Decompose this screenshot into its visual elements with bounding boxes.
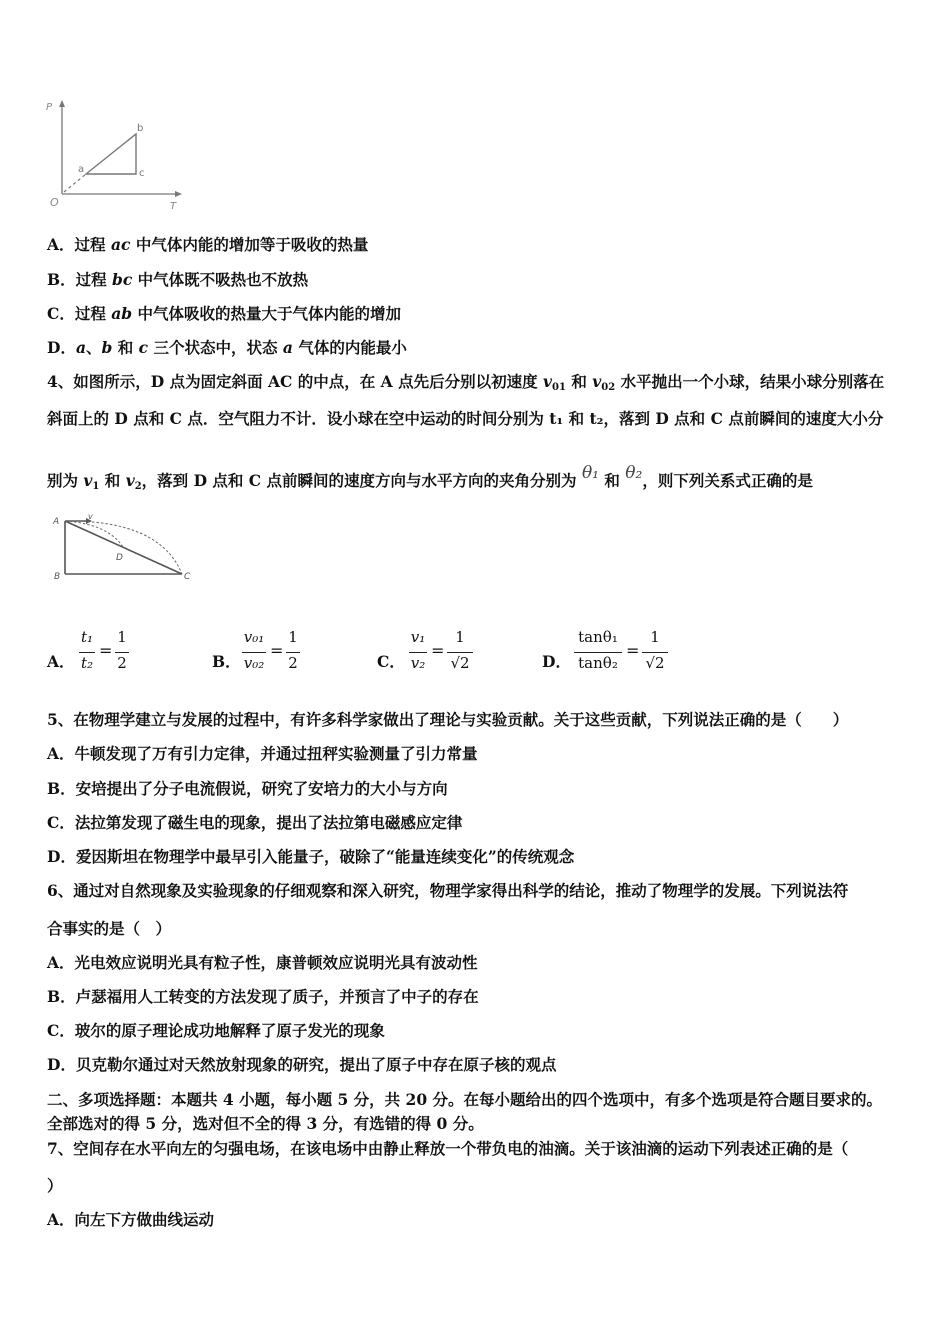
label-v: v (88, 512, 93, 521)
q4-option-b: B． v₀₁ v₀₂ = 1 2 (212, 628, 352, 678)
incline-diagram (50, 512, 200, 584)
q5-stem: 5、在物理学建立与发展的过程中，有许多科学家做出了理论与实验贡献。关于这些贡献，下列说法正确的是（ ） (47, 710, 849, 729)
q6-stem-line2: 合事实的是（ ） (47, 919, 172, 938)
q6-stem-line1: 6、通过对自然现象及实验现象的仔细观察和深入研究，物理学家得出科学的结论，推动了物理学的发展。下列说法符 (47, 881, 849, 900)
q5-option-d: D．爱因斯坦在物理学中最早引入能量子，破除了“能量连续变化”的传统观念 (47, 847, 575, 866)
section2-heading-line2: 全部选对的得 5 分，选对但不全的得 3 分，有选错的得 0 分。 (47, 1114, 484, 1133)
q4-stem-line2: 斜面上的 D 点和 C 点．空气阻力不计．设小球在空中运动的时间分别为 t₁ 和 t₂，落到 D 点和 C 点前瞬间的速度大小分 (47, 409, 884, 428)
label-d: D (116, 553, 123, 563)
q7-stem-line1: 7、空间存在水平向左的匀强电场，在该电场中由静止释放一个带负电的油滴。关于该油滴的运动下列表述正确的是（ (47, 1139, 849, 1158)
q4-option-c: C． v₁ v₂ = 1 √2 (377, 628, 517, 678)
point-b-label: b (137, 123, 144, 134)
q3-option-a: A．过程 ac 中气体内能的增加等于吸收的热量 (47, 235, 369, 254)
q4-stem-line3: 别为 $v_1$ 和 $v_2$，落到 D 点和 C 点前瞬间的速度方向与水平方向的夹角分别为 θ₁ 和 θ₂，则下列关系式正确的是 (47, 463, 813, 492)
axis-p-label: P (46, 102, 53, 113)
axis-t-label: T (170, 201, 177, 212)
section2-heading-line1: 二、多项选择题：本题共 4 小题，每小题 5 分，共 20 分。在每小题给出的四个选项中，有多个选项是符合题目要求的。 (47, 1090, 883, 1109)
point-c-label: c (139, 168, 145, 179)
q5-option-c: C．法拉第发现了磁生电的现象，提出了法拉第电磁感应定律 (47, 813, 463, 832)
q3-option-d: D．a、b 和 c 三个状态中，状态 a 气体的内能最小 (47, 338, 407, 357)
label-c: C (184, 572, 191, 582)
q5-option-b: B．安培提出了分子电流假说，研究了安培力的大小与方向 (47, 779, 448, 798)
q3-option-b: B．过程 bc 中气体既不吸热也不放热 (47, 270, 309, 289)
q5-option-a: A．牛顿发现了万有引力定律，并通过扭秤实验测量了引力常量 (47, 744, 478, 763)
q4-option-a: A． t₁ t₂ = 1 2 (47, 628, 187, 678)
q6-option-d: D．贝克勒尔通过对天然放射现象的研究，提出了原子中存在原子核的观点 (47, 1055, 557, 1074)
q4-stem-line1: 4、如图所示，D 点为固定斜面 AC 的中点，在 A 点先后分别以初速度 $v_{01}$ 和 $v_{02}$ 水平抛出一个小球，结果小球分别落在 (47, 372, 885, 393)
label-a: A (53, 517, 60, 527)
label-b: B (54, 572, 61, 582)
pt-diagram (40, 96, 190, 214)
q3-option-c: C．过程 ab 中气体吸收的热量大于气体内能的增加 (47, 304, 402, 323)
point-a-label: a (78, 164, 85, 175)
q6-option-c: C．玻尔的原子理论成功地解释了原子发光的现象 (47, 1021, 385, 1040)
q7-stem-line2: ） (47, 1176, 63, 1195)
origin-label: O (50, 196, 59, 209)
q6-option-a: A．光电效应说明光具有粒子性，康普顿效应说明光具有波动性 (47, 953, 478, 972)
q4-option-d: D． tanθ₁ tanθ₂ = 1 √2 (542, 628, 712, 678)
q6-option-b: B．卢瑟福用人工转变的方法发现了质子，并预言了中子的存在 (47, 987, 479, 1006)
q7-option-a: A．向左下方做曲线运动 (47, 1210, 215, 1229)
